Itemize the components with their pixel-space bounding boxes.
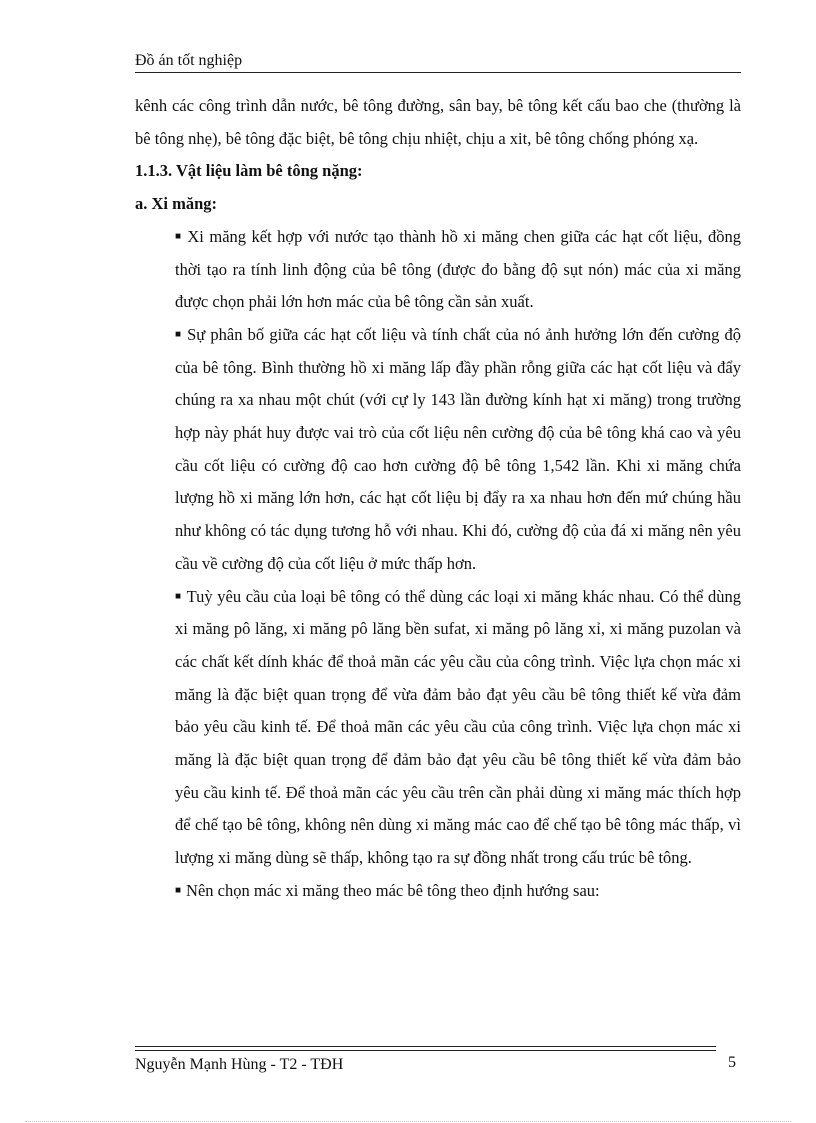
footer-divider — [135, 1046, 716, 1051]
document-body — [135, 90, 746, 908]
page-edge-divider — [25, 1121, 791, 1122]
header-title: Đồ án tốt nghiệp — [135, 52, 243, 69]
bullet-text: Xi măng kết hợp với nước tạo thành hồ xi măng chen giữa các hạt cốt liệu, đồng thời tạo ra tính linh động của bê tông (được đo bằng độ sụt nón) mác của xi măng được chọn phải lớn hơn mác của bê tông cần sản xuất. — [175, 226, 746, 312]
footer-author: Nguyễn Mạnh Hùng - T2 - TĐH — [135, 1056, 344, 1073]
bullet-square-icon: ■ — [175, 590, 182, 602]
subsection-title: a. Xi măng: — [135, 194, 218, 214]
bullet-text: Tuỳ yêu cầu của loại bê tông có thể dùng các loại xi măng khác nhau. Có thể dùng xi măng pô lăng, xi măng pô lăng bền sufat, xi măng pô lăng xỉ, xi măng puzolan và các chất kết dính khác để thoả mãn các yêu cầu của công trình. Việc lựa chọn mác xi măng là đặc biệt quan trọng để vừa đảm bảo đạt yêu cầu bê tông thiết kế vừa đảm bảo yêu cầu kinh tế. Để thoả mãn các yêu cầu của công trình. Việc lựa chọn mác xi măng là đặc biệt quan trọng để đảm bảo đạt yêu cầu bê tông thiết kế vừa đảm bảo yêu cầu kinh tế. Để thoả mãn các yêu cầu trên cần phải dùng xi măng mác thích hợp để chế tạo bê tông, không nên dùng xi măng mác cao để chế tạo bê tông mác thấp, vì lượng xi măng dùng sẽ thấp, không tạo ra sự đồng nhất trong cấu trúc bê tông. — [175, 586, 746, 868]
bullet-text: Sự phân bố giữa các hạt cốt liệu và tính chất của nó ảnh hưởng lớn đến cường độ của bê tông. Bình thường hồ xi măng lấp đầy phần rỗng giữa các hạt cốt liệu và đẩy chúng ra xa nhau một chút (với cự ly 143 lần đường kính hạt xi măng) trong trường hợp này phát huy được vai trò của cốt liệu nên cường độ của bê tông khá cao và yêu cầu cốt liệu có cường độ cao hơn cường độ bê tông 1,542 lần. Khi xi măng chứa lượng hồ xi măng lớn hơn, các hạt cốt liệu bị đẩy ra xa nhau hơn đến mứ chúng hầu như không có tác dụng tương hỗ với nhau. Khi đó, cường độ của đá xi măng nên yêu cầu về cường độ của cốt liệu ở mức thấp hơn. — [175, 324, 746, 573]
intro-paragraph: kênh các công trình dẫn nước, bê tông đường, sân bay, bê tông kết cấu bao che (thường là bê tông nhẹ), bê tông đặc biệt, bê tông chịu nhiệt, chịu a xit, bê tông chống phóng xạ. — [135, 96, 746, 148]
bullet-text: Nên chọn mác xi măng theo mác bê tông theo định hướng sau: — [186, 880, 600, 900]
page-number: 5 — [728, 1054, 736, 1071]
bullet-square-icon: ■ — [175, 884, 182, 896]
page-header — [135, 50, 741, 73]
footer-rule-top — [135, 1046, 716, 1047]
bullet-square-icon: ■ — [175, 328, 183, 340]
bullet-paragraph — [135, 875, 741, 908]
bullet-paragraph — [135, 581, 746, 875]
bullet-square-icon: ■ — [175, 230, 183, 242]
bullet-paragraph — [135, 319, 746, 581]
section-title: 1.1.3. Vật liệu làm bê tông nặng: — [135, 161, 363, 181]
footer-rule-bottom — [135, 1050, 716, 1051]
bullet-paragraph — [135, 221, 746, 319]
